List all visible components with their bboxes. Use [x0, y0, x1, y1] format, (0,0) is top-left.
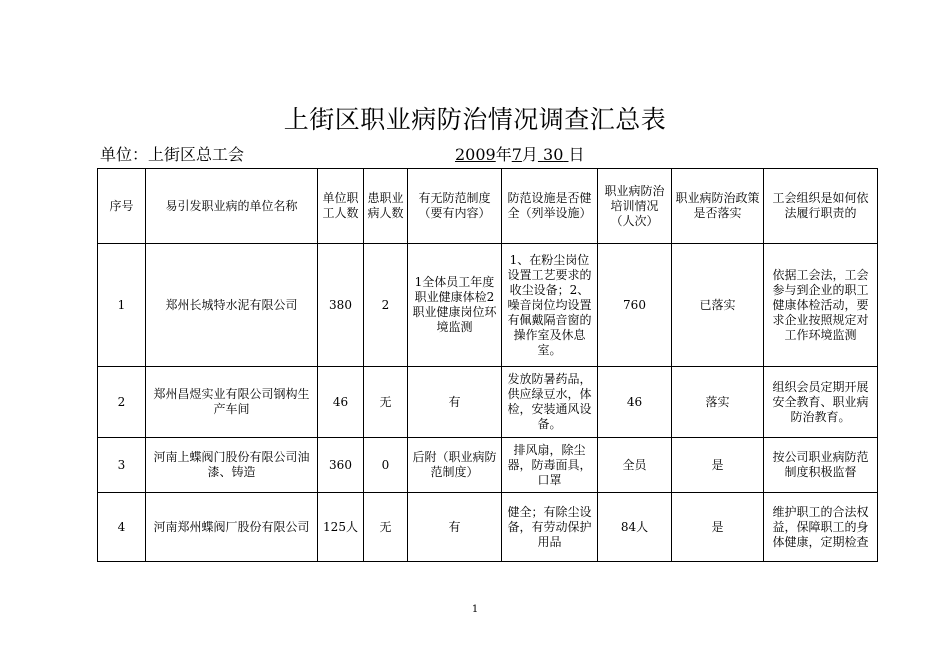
cell-staff: 46 — [318, 367, 364, 438]
cell-system: 有 — [408, 367, 502, 438]
cell-patients: 无 — [364, 493, 408, 562]
cell-policy: 已落实 — [672, 244, 764, 367]
cell-policy: 是 — [672, 493, 764, 562]
cell-name: 河南郑州蝶阀厂股份有限公司 — [146, 493, 318, 562]
cell-facilities: 健全；有除尘设备，有劳动保护用品 — [502, 493, 598, 562]
page-number: 1 — [471, 604, 479, 615]
cell-union: 依据工会法，工会参与到企业的职工健康体检活动，要求企业按照规定对工作环境监测 — [764, 244, 878, 367]
table-row — [98, 438, 878, 493]
cell-system: 后附（职业病防范制度） — [408, 438, 502, 493]
header-cell: 工会组织是如何依法履行职责的 — [764, 169, 878, 244]
table-row — [98, 493, 878, 562]
header-cell: 职业病防治培训情况（人次） — [598, 169, 672, 244]
header-cell: 易引发职业病的单位名称 — [146, 169, 318, 244]
table-header-row — [98, 169, 878, 244]
survey-table — [97, 168, 878, 562]
cell-union: 维护职工的合法权益，保障职工的身体健康，定期检查 — [764, 493, 878, 562]
cell-staff: 125人 — [318, 493, 364, 562]
date-day-suffix: 日 — [568, 145, 585, 164]
cell-no: 4 — [98, 493, 146, 562]
cell-policy: 落实 — [672, 367, 764, 438]
page-title: 上街区职业病防治情况调查汇总表 — [283, 105, 667, 134]
header-cell: 单位职工人数 — [318, 169, 364, 244]
cell-facilities: 1、在粉尘岗位设置工艺要求的收尘设备；2、噪音岗位均设置有佩戴隔音窗的操作室及休息室。 — [502, 244, 598, 367]
cell-name: 河南上蝶阀门股份有限公司油漆、铸造 — [146, 438, 318, 493]
date-month: 7 — [511, 145, 522, 164]
header-cell: 防范设施是否健全（列举设施） — [502, 169, 598, 244]
table-row — [98, 367, 878, 438]
cell-patients: 无 — [364, 367, 408, 438]
cell-staff: 360 — [318, 438, 364, 493]
cell-facilities: 排风扇，除尘器，防毒面具，口罩 — [502, 438, 598, 493]
cell-name: 郑州长城特水泥有限公司 — [146, 244, 318, 367]
cell-no: 2 — [98, 367, 146, 438]
cell-no: 1 — [98, 244, 146, 367]
cell-system: 1全体员工年度职业健康体检2职业健康岗位环境监测 — [408, 244, 502, 367]
header-cell: 序号 — [98, 169, 146, 244]
report-date — [455, 142, 585, 165]
date-day: 30 — [543, 145, 564, 164]
table-row — [98, 244, 878, 367]
cell-facilities: 发放防暑药品，供应绿豆水，体检，安装通风设备。 — [502, 367, 598, 438]
cell-patients: 0 — [364, 438, 408, 493]
header-cell: 患职业病人数 — [364, 169, 408, 244]
header-cell: 有无防范制度（要有内容） — [408, 169, 502, 244]
header-cell: 职业病防治政策是否落实 — [672, 169, 764, 244]
cell-training: 全员 — [598, 438, 672, 493]
date-year: 2009 — [455, 145, 496, 164]
cell-training: 84人 — [598, 493, 672, 562]
cell-training: 760 — [598, 244, 672, 367]
cell-union: 组织会员定期开展安全教育、职业病防治教育。 — [764, 367, 878, 438]
cell-policy: 是 — [672, 438, 764, 493]
cell-no: 3 — [98, 438, 146, 493]
cell-system: 有 — [408, 493, 502, 562]
date-month-suffix: 月 — [521, 145, 538, 164]
date-year-suffix: 年 — [495, 145, 512, 164]
unit-label: 单位：上街区总工会 — [100, 145, 245, 164]
cell-training: 46 — [598, 367, 672, 438]
cell-union: 按公司职业病防范制度积极监督 — [764, 438, 878, 493]
cell-patients: 2 — [364, 244, 408, 367]
cell-staff: 380 — [318, 244, 364, 367]
cell-name: 郑州昌煜实业有限公司钢构生产车间 — [146, 367, 318, 438]
